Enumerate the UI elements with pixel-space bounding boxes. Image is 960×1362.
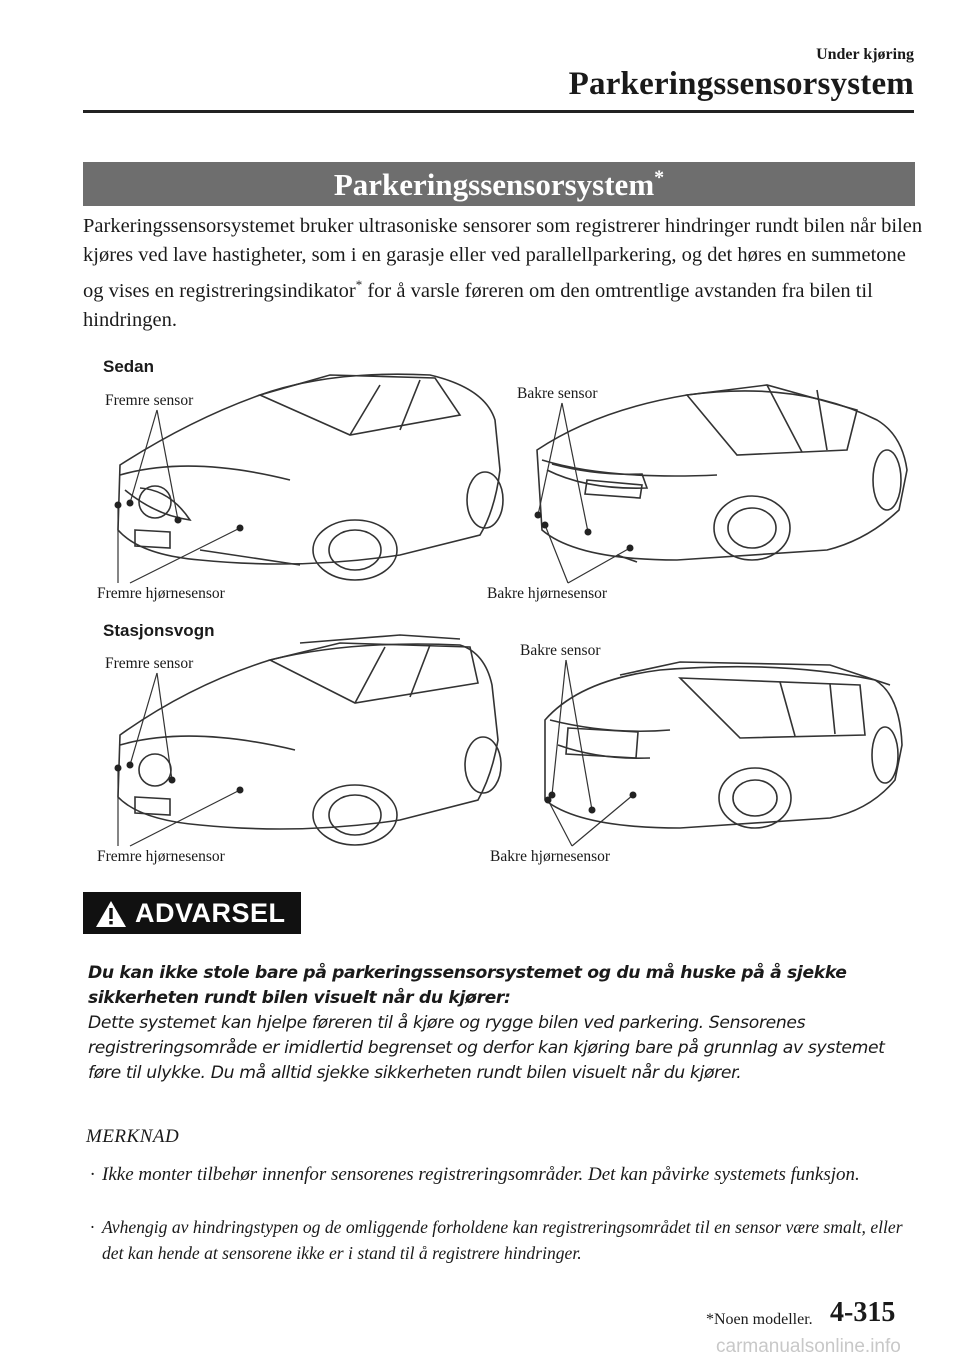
page-number: 4-315 bbox=[830, 1297, 896, 1328]
note-item bbox=[90, 1214, 918, 1266]
warning-bold-text: Du kan ikke stole bare på parkeringssensorsystemet og du må huske på å sjekke sikkerheten rundt bilen visuelt når du kjører: bbox=[88, 963, 847, 1008]
warning-label bbox=[83, 892, 301, 934]
page-title: Parkeringssensorsystem bbox=[568, 66, 914, 102]
callout-front-corner-sensor-sedan: Fremre hjørnesensor bbox=[97, 585, 225, 602]
warning-triangle-icon bbox=[95, 900, 127, 928]
section-title: Under kjøring bbox=[816, 46, 914, 63]
callout-rear-sensor-sedan: Bakre sensor bbox=[517, 385, 598, 402]
note-item-text: Ikke monter tilbehør innenfor sensorenes registreringsområder. Det kan påvirke systemets funksjon. bbox=[102, 1164, 860, 1185]
bullet-icon: · bbox=[90, 1164, 95, 1185]
warning-body-text: Dette systemet kan hjelpe føreren til å kjøre og rygge bilen ved parkering. Sensorenes registreringsområde er imidlertid begrenset og derfor kan kjøring bare på grunnlag av systemet føre til ulykke. Du må alltid sjekke sikkerheten rundt bilen visuelt når du kjører. bbox=[88, 1013, 885, 1083]
intro-text-1: Parkeringssensorsystemet bruker ultrasoniske sensorer som registrerer hindringer rundt bilen når bilen kjøres ved lave hastigheter, som i en garasje eller ved parallellparkering, og det høres en summetone og vises en registreringsindikator bbox=[83, 215, 923, 302]
note-title: MERKNAD bbox=[86, 1126, 180, 1147]
watermark: carmanualsonline.info bbox=[716, 1336, 901, 1357]
callout-rear-corner-sensor-sedan: Bakre hjørnesensor bbox=[487, 585, 608, 602]
callout-front-corner-sensor-wagon: Fremre hjørnesensor bbox=[97, 848, 225, 865]
banner-title: Parkeringssensorsystem bbox=[333, 167, 655, 202]
footnote: *Noen modeller. bbox=[706, 1311, 813, 1328]
figure-label-wagon: Stasjonsvogn bbox=[103, 621, 215, 640]
banner-footnote-mark: * bbox=[654, 166, 665, 189]
note-item bbox=[90, 1162, 918, 1188]
figure-label-sedan: Sedan bbox=[103, 357, 155, 376]
bullet-icon: · bbox=[90, 1217, 95, 1237]
intro-text-2: for å varsle føreren om den omtrentlige avstanden fra bilen til hindringen. bbox=[83, 279, 873, 331]
callout-rear-corner-sensor-wagon: Bakre hjørnesensor bbox=[490, 848, 611, 865]
callout-front-sensor-sedan: Fremre sensor bbox=[105, 392, 194, 409]
callout-rear-sensor-wagon: Bakre sensor bbox=[520, 642, 601, 659]
callout-front-sensor-wagon: Fremre sensor bbox=[105, 655, 194, 672]
warning-label-text: ADVARSEL bbox=[135, 898, 286, 928]
warning-text bbox=[88, 961, 918, 1086]
intro-footnote-mark: * bbox=[355, 277, 363, 292]
note-item-text: Avhengig av hindringstypen og de omliggende forholdene kan registreringsområdet til en sensor være smalt, eller det kan hende at sensorene ikke er i stand til å registrere hindringer. bbox=[102, 1217, 903, 1263]
